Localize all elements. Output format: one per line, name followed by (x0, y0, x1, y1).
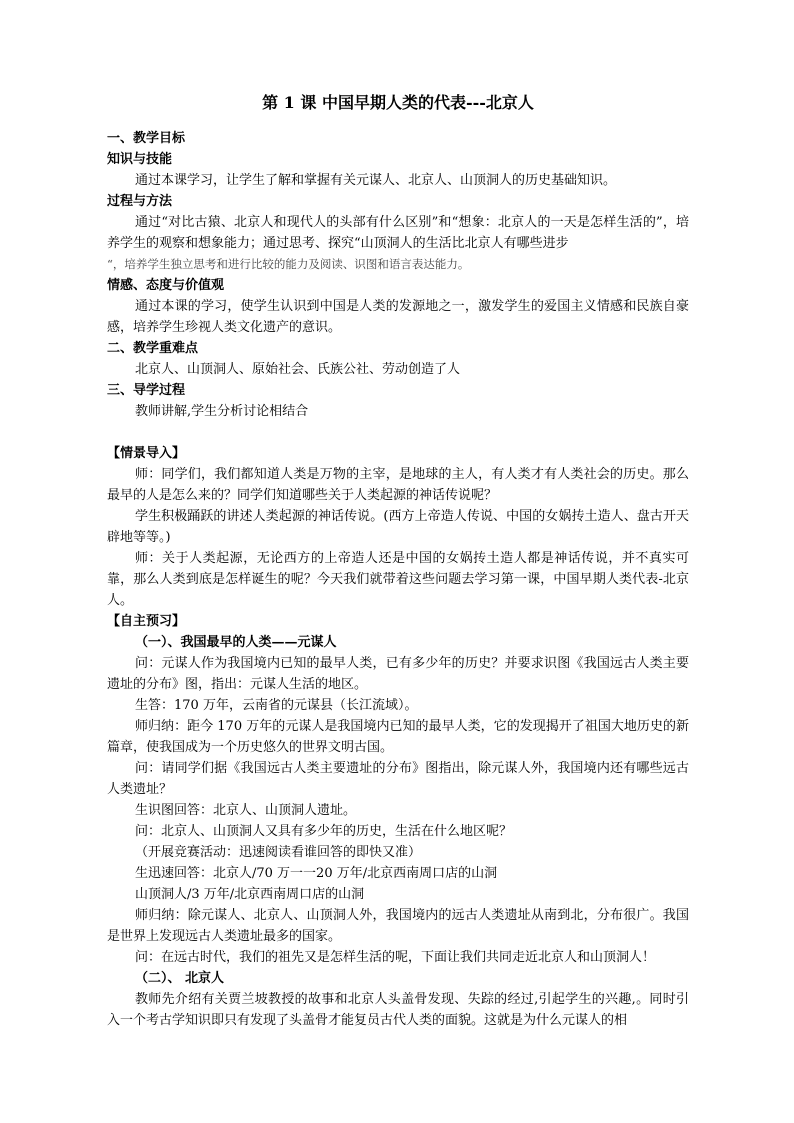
paragraph: 问：在远古时代，我们的祖先又是怎样生活的呢，下面让我们共同走近北京人和山顶洞人！ (135, 950, 656, 965)
paragraph: 问：请同学们据《我国远古人类主要遗址的分布》图指出，除元谋人外，我国境内还有哪些远古人类遗址？ (107, 761, 689, 797)
paragraph: 生迅速回答：北京人/70 万一一20 万年/北京西南周口店的山洞 (135, 866, 498, 881)
paragraph: 教师先介绍有关贾兰坡教授的故事和北京人头盖骨发现、失踪的经过,引起学生的兴趣,。同时引入一个考古学知识即只有发现了头盖骨才能复员古代人类的面貌。这就是为什么元谋人的相 (107, 992, 689, 1028)
bracket-heading: 【自主预习】 (107, 614, 186, 629)
paragraph: 生答：170 万年，云南省的元谋县（长江流域）。 (135, 698, 418, 713)
document-page (107, 92, 689, 1031)
subsection-heading: 知识与技能 (107, 152, 173, 167)
paragraph: 师：关于人类起源，无论西方的上帝造人还是中国的女娲抟土造人都是神话传说，并不真实可靠，那么人类到底是怎样诞生的呢？今天我们就带着这些问题去学习第一课，中国早期人类代表-北京人。 (107, 551, 689, 608)
section-heading: 三、导学过程 (107, 383, 186, 398)
paragraph: 通过本课的学习，使学生认识到中国是人类的发源地之一，激发学生的爱国主义情感和民族自豪感，培养学生珍视人类文化遗产的意识。 (107, 299, 689, 335)
paragraph: 教师讲解,学生分析讨论相结合 (135, 404, 309, 419)
spacer (107, 422, 689, 443)
paragraph: 通过本课学习，让学生了解和掌握有关元谋人、北京人、山顶洞人的历史基础知识。 (135, 173, 617, 188)
paragraph: 师归纳：距今 170 万年的元谋人是我国境内已知的最早人类，它的发现揭开了祖国大地历史的新篇章，使我国成为一个历史悠久的世界文明古国。 (107, 719, 689, 755)
paragraph: 通过“对比古猿、北京人和现代人的头部有什么区别”和“想象：北京人的一天是怎样生活的”，培养学生的观察和想象能力；通过思考、探究“山顶洞人的生活比北京人有哪些进步 (107, 215, 689, 251)
paragraph: 师：同学们，我们都知道人类是万物的主宰，是地球的主人，有人类才有人类社会的历史。那么最早的人是怎么来的？同学们知道哪些关于人类起源的神话传说呢？ (107, 467, 689, 503)
subsection-heading: （二）、 北京人 (135, 971, 225, 986)
section-heading: 一、教学目标 (107, 131, 186, 146)
paragraph: 山顶洞人/3 万年/北京西南周口店的山洞 (135, 887, 365, 902)
subsection-heading: 情感、态度与价值观 (107, 278, 225, 293)
bracket-heading: 【情景导入】 (107, 446, 186, 461)
subsection-heading: （一）、我国最早的人类——元谋人 (135, 635, 337, 650)
section-heading: 二、教学重难点 (107, 341, 199, 356)
paragraph: 生识图回答：北京人、山顶洞人遗址。 (135, 803, 357, 818)
subsection-heading: 过程与方法 (107, 194, 173, 209)
paragraph: 北京人、山顶洞人、原始社会、氏族公社、劳动创造了人 (135, 362, 461, 377)
paragraph: 问：北京人、山顶洞人又具有多少年的历史，生活在什么地区呢？ (135, 824, 513, 839)
paragraph: （开展竞赛活动：迅速阅读看谁回答的即快又准） (135, 845, 422, 860)
paragraph: 师归纳：除元谋人、北京人、山顶洞人外，我国境内的远古人类遗址从南到北，分布很广。我国是世界上发现远古人类遗址最多的国家。 (107, 908, 689, 944)
paragraph: 问：元谋人作为我国境内已知的最早人类，已有多少年的历史？并要求识图《我国远古人类主要遗址的分布》图，指出：元谋人生活的地区。 (107, 656, 689, 692)
paragraph: “，培养学生独立思考和进行比较的能力及阅读、识图和语言表达能力。 (107, 257, 470, 271)
lesson-title: 第 1 课 中国早期人类的代表---北京人 (262, 93, 534, 112)
paragraph: 学生积极踊跃的讲述人类起源的神话传说。(西方上帝造人传说、中国的女娲抟土造人、盘古开天辟地等等。) (107, 509, 689, 545)
